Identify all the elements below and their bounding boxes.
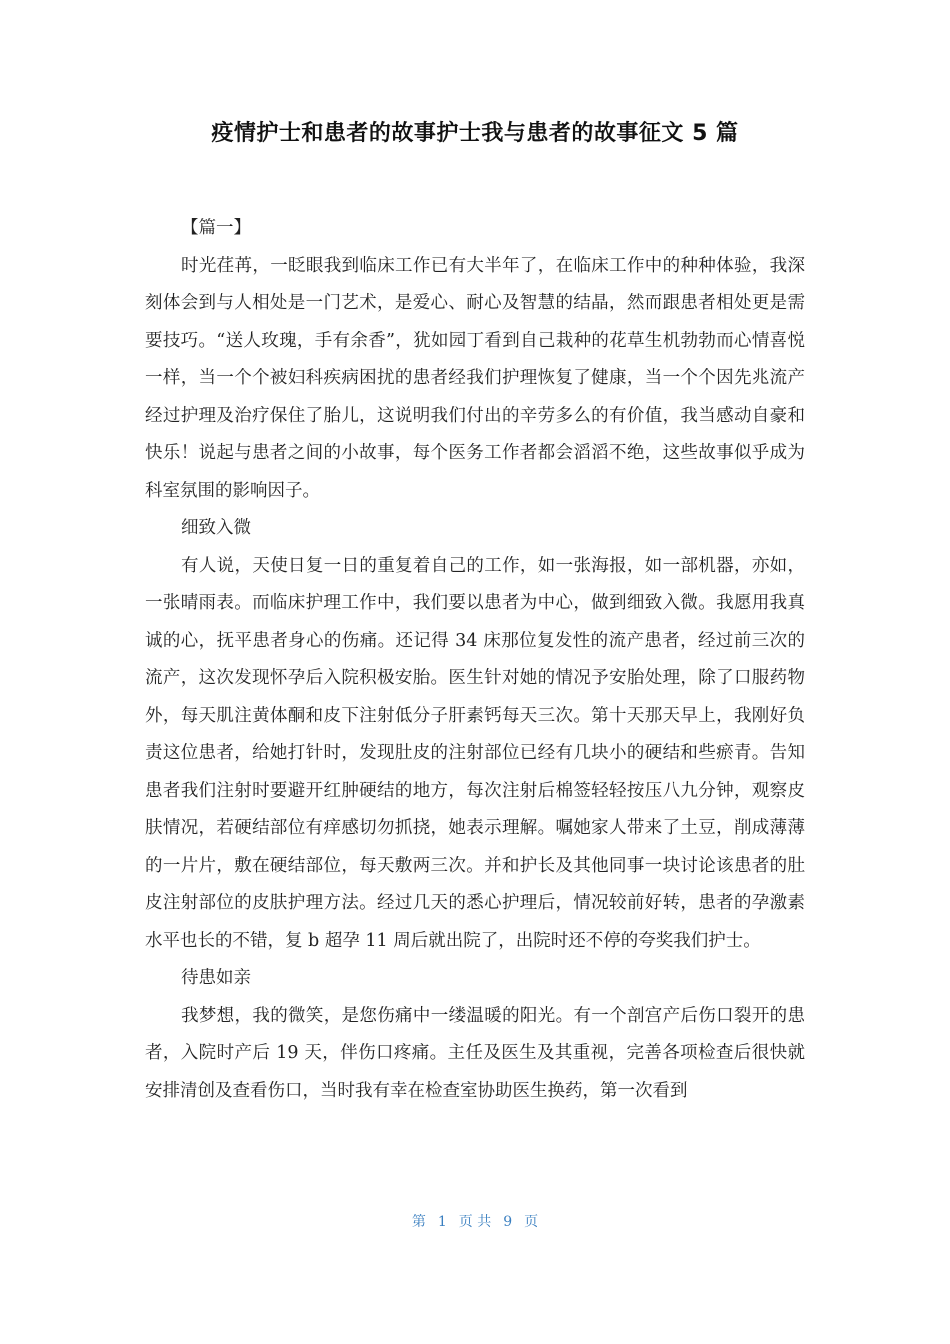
footer-total-pages: 9: [503, 1214, 513, 1230]
footer-middle: 页 共: [458, 1214, 492, 1230]
footer-current-page: 1: [437, 1214, 447, 1230]
paragraph: 有人说，天使日复一日的重复着自己的工作，如一张海报，如一部机器，亦如，一张晴雨表。而临床护理工作中，我们要以患者为中心，做到细致入微。我愿用我真诚的心，抚平患者身心的伤痛。还记得 34 床那位复发性的流产患者，经过前三次的流产，这次发现怀孕后入院积极安胎。医生针对她的情况予安胎处理，除了口服药物外，每天肌注黄体酮和皮下注射低分子肝素钙每天三次。第十天那天早上，我刚好负责这位患者，给她打针时，发现肚皮的注射部位已经有几块小的硬结和些瘀青。告知患者我们注射时要避开红肿硬结的地方，每次注射后棉签轻轻按压八九分钟，观察皮肤情况，若硬结部位有痒感切勿抓挠，她表示理解。嘱她家人带来了土豆，削成薄薄的一片片，敷在硬结部位，每天敷两三次。并和护长及其他同事一块讨论该患者的肚皮注射部位的皮肤护理方法。经过几天的悉心护理后，情况较前好转，患者的孕激素水平也长的不错，复 b 超孕 11 周后就出院了，出院时还不停的夸奖我们护士。: [145, 555, 805, 951]
document-title: 疫情护士和患者的故事护士我与患者的故事征文 5 篇: [211, 121, 739, 146]
page-footer: [0, 1210, 950, 1234]
section-label: 【篇一】: [181, 218, 251, 238]
paragraph: 时光荏苒，一眨眼我到临床工作已有大半年了，在临床工作中的种种体验，我深刻体会到与人相处是一门艺术，是爱心、耐心及智慧的结晶，然而跟患者相处更是需要技巧。“送人玫瑰，手有余香”，犹如园丁看到自己栽种的花草生机勃勃而心情喜悦一样，当一个个被妇科疾病困扰的患者经我们护理恢复了健康，当一个个因先兆流产经过护理及治疗保住了胎儿，这说明我们付出的辛劳多么的有价值，我当感动自豪和快乐！说起与患者之间的小故事，每个医务工作者都会滔滔不绝，这些故事似乎成为科室氛围的影响因子。: [145, 255, 805, 501]
footer-prefix: 第: [411, 1214, 426, 1230]
subheading: 待患如亲: [181, 968, 251, 988]
subheading: 细致入微: [181, 518, 251, 538]
document-body: [145, 210, 805, 1110]
footer-suffix: 页: [524, 1214, 539, 1230]
paragraph: 我梦想，我的微笑，是您伤痛中一缕温暖的阳光。有一个剖宫产后伤口裂开的患者，入院时产后 19 天，伴伤口疼痛。主任及医生及其重视，完善各项检查后很快就安排清创及查看伤口，当时我有幸在检查室协助医生换药，第一次看到: [145, 1005, 805, 1101]
